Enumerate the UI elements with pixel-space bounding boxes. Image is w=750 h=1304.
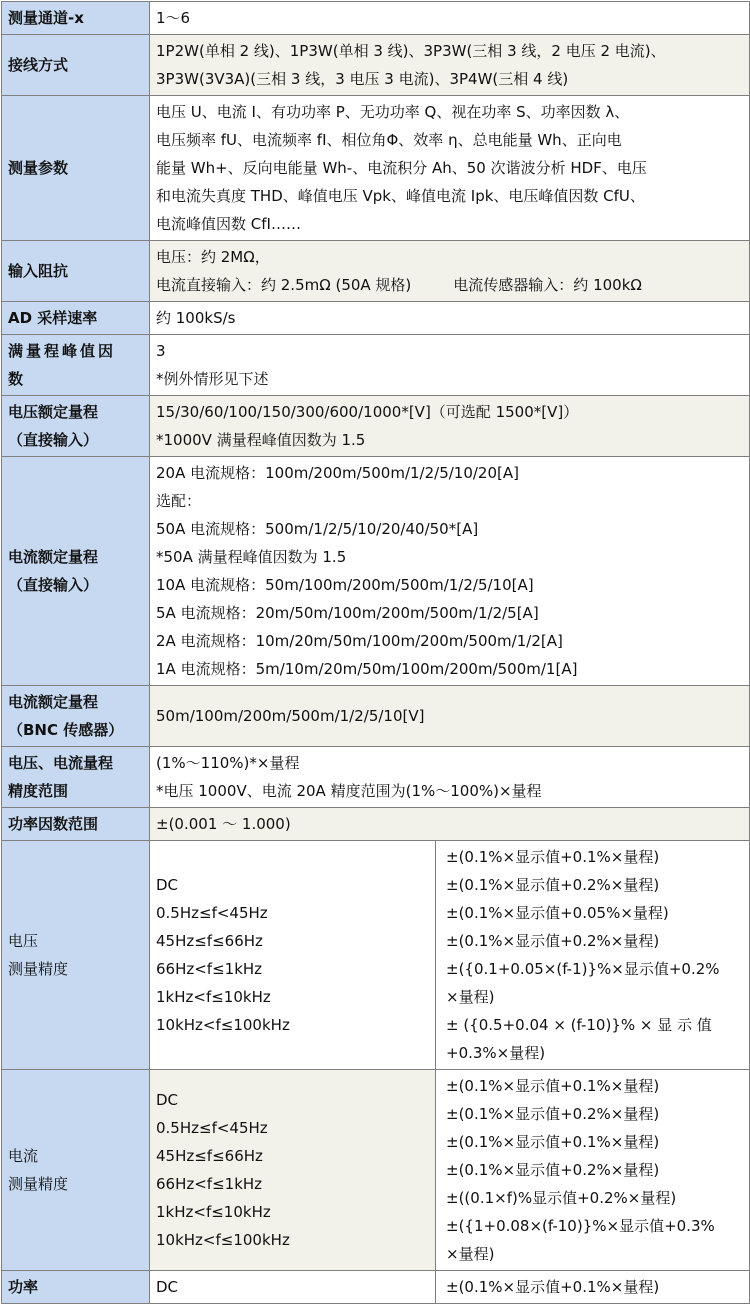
value-current-range: 20A 电流规格：100m/200m/500m/1/2/5/10/20[A] 选配： 50A 电流规格：500m/1/2/5/10/20/40/50*[A] *50A 满量程峰值因数为 1.5 10A 电流规格：50m/100m/200m/500m/1/2/5/10[A] 5A 电流规格：20m/50m/100m/200m/500m/1/2/5[A] 2A 电流规格：10m/20m/50m/100m/200m/500m/1/2[A] 1A 电流规格：5m/10m/20m/50m/100m/200m/500m/1[A] bbox=[150, 457, 750, 686]
current-freq-ranges: DC 0.5Hz≤f<45Hz 45Hz≤f≤66Hz 66Hz<f≤1kHz 1kHz<f≤10kHz 10kHz<f≤100kHz bbox=[150, 1070, 436, 1271]
row-current-range bbox=[2, 457, 750, 686]
row-voltage-range bbox=[2, 396, 750, 457]
label-power: 功率 bbox=[2, 1271, 150, 1304]
row-bnc-range bbox=[2, 686, 750, 747]
power-accuracy: ±(0.1%×显示值+0.1%×量程) bbox=[436, 1271, 750, 1304]
label-wiring: 接线方式 bbox=[2, 35, 150, 96]
row-current-accuracy bbox=[2, 1070, 750, 1271]
row-pf-range bbox=[2, 808, 750, 841]
value-impedance: 电压：约 2MΩ， 电流直接输入：约 2.5mΩ (50A 规格) 电流传感器输入：约 100kΩ bbox=[150, 241, 750, 302]
voltage-accuracy-values: ±(0.1%×显示值+0.1%×量程) ±(0.1%×显示值+0.2%×量程) ±(0.1%×显示值+0.05%×量程) ±(0.1%×显示值+0.2%×量程) ±({0.1+0.05×(f-1)}%×显示值+0.2% ×量程) ± ({0.5+0.04 × (f-10)}% × 显 示 值 +0.3%×量程) bbox=[436, 841, 750, 1070]
value-channels: 1～6 bbox=[150, 2, 750, 35]
value-wiring: 1P2W(单相 2 线)、1P3W(单相 3 线)、3P3W(三相 3 线，2 电压 2 电流)、 3P3W(3V3A)(三相 3 线，3 电压 3 电流)、3P4W(三相 4 线) bbox=[150, 35, 750, 96]
value-bnc-range: 50m/100m/200m/500m/1/2/5/10[V] bbox=[150, 686, 750, 747]
label-pf-range: 功率因数范围 bbox=[2, 808, 150, 841]
label-channels: 测量通道-x bbox=[2, 2, 150, 35]
value-crest-factor: 3 *例外情形见下述 bbox=[150, 335, 750, 396]
row-accuracy-range bbox=[2, 747, 750, 808]
current-accuracy-values: ±(0.1%×显示值+0.1%×量程) ±(0.1%×显示值+0.2%×量程) ±(0.1%×显示值+0.1%×量程) ±(0.1%×显示值+0.2%×量程) ±((0.1×f)%显示值+0.2%×量程) ±({1+0.08×(f-10)}%×显示值+0.3% ×量程) bbox=[436, 1070, 750, 1271]
row-impedance bbox=[2, 241, 750, 302]
row-power bbox=[2, 1271, 750, 1304]
row-params bbox=[2, 96, 750, 241]
label-accuracy-range: 电压、电流量程 精度范围 bbox=[2, 747, 150, 808]
power-freq: DC bbox=[150, 1271, 436, 1304]
label-current-accuracy: 电流 测量精度 bbox=[2, 1070, 150, 1271]
value-sampling: 约 100kS/s bbox=[150, 302, 750, 335]
row-wiring bbox=[2, 35, 750, 96]
label-bnc-range: 电流额定量程 （BNC 传感器） bbox=[2, 686, 150, 747]
row-voltage-accuracy bbox=[2, 841, 750, 1070]
label-sampling: AD 采样速率 bbox=[2, 302, 150, 335]
value-pf-range: ±(0.001 ～ 1.000) bbox=[150, 808, 750, 841]
row-channels bbox=[2, 2, 750, 35]
value-voltage-range: 15/30/60/100/150/300/600/1000*[V]（可选配 1500*[V]） *1000V 满量程峰值因数为 1.5 bbox=[150, 396, 750, 457]
label-voltage-range: 电压额定量程 （直接输入） bbox=[2, 396, 150, 457]
voltage-freq-ranges: DC 0.5Hz≤f<45Hz 45Hz≤f≤66Hz 66Hz<f≤1kHz 1kHz<f≤10kHz 10kHz<f≤100kHz bbox=[150, 841, 436, 1070]
row-crest-factor bbox=[2, 335, 750, 396]
label-impedance: 输入阻抗 bbox=[2, 241, 150, 302]
label-params: 测量参数 bbox=[2, 96, 150, 241]
label-voltage-accuracy: 电压 测量精度 bbox=[2, 841, 150, 1070]
value-params: 电压 U、电流 I、有功功率 P、无功功率 Q、视在功率 S、功率因数 λ、 电压频率 fU、电流频率 fI、相位角Φ、效率 η、总电能量 Wh、正向电 能量 Wh+、反向电能量 Wh-、电流积分 Ah、50 次谐波分析 HDF、电压 和电流失真度 THD、峰值电压 Vpk、峰值电流 Ipk、电压峰值因数 CfU、 电流峰值因数 CfI…… bbox=[150, 96, 750, 241]
spec-table bbox=[1, 1, 750, 1304]
row-sampling bbox=[2, 302, 750, 335]
value-accuracy-range: (1%～110%)*×量程 *电压 1000V、电流 20A 精度范围为(1%～100%)×量程 bbox=[150, 747, 750, 808]
label-current-range: 电流额定量程 （直接输入） bbox=[2, 457, 150, 686]
label-crest-factor: 满量程峰值因 数 bbox=[2, 335, 150, 396]
